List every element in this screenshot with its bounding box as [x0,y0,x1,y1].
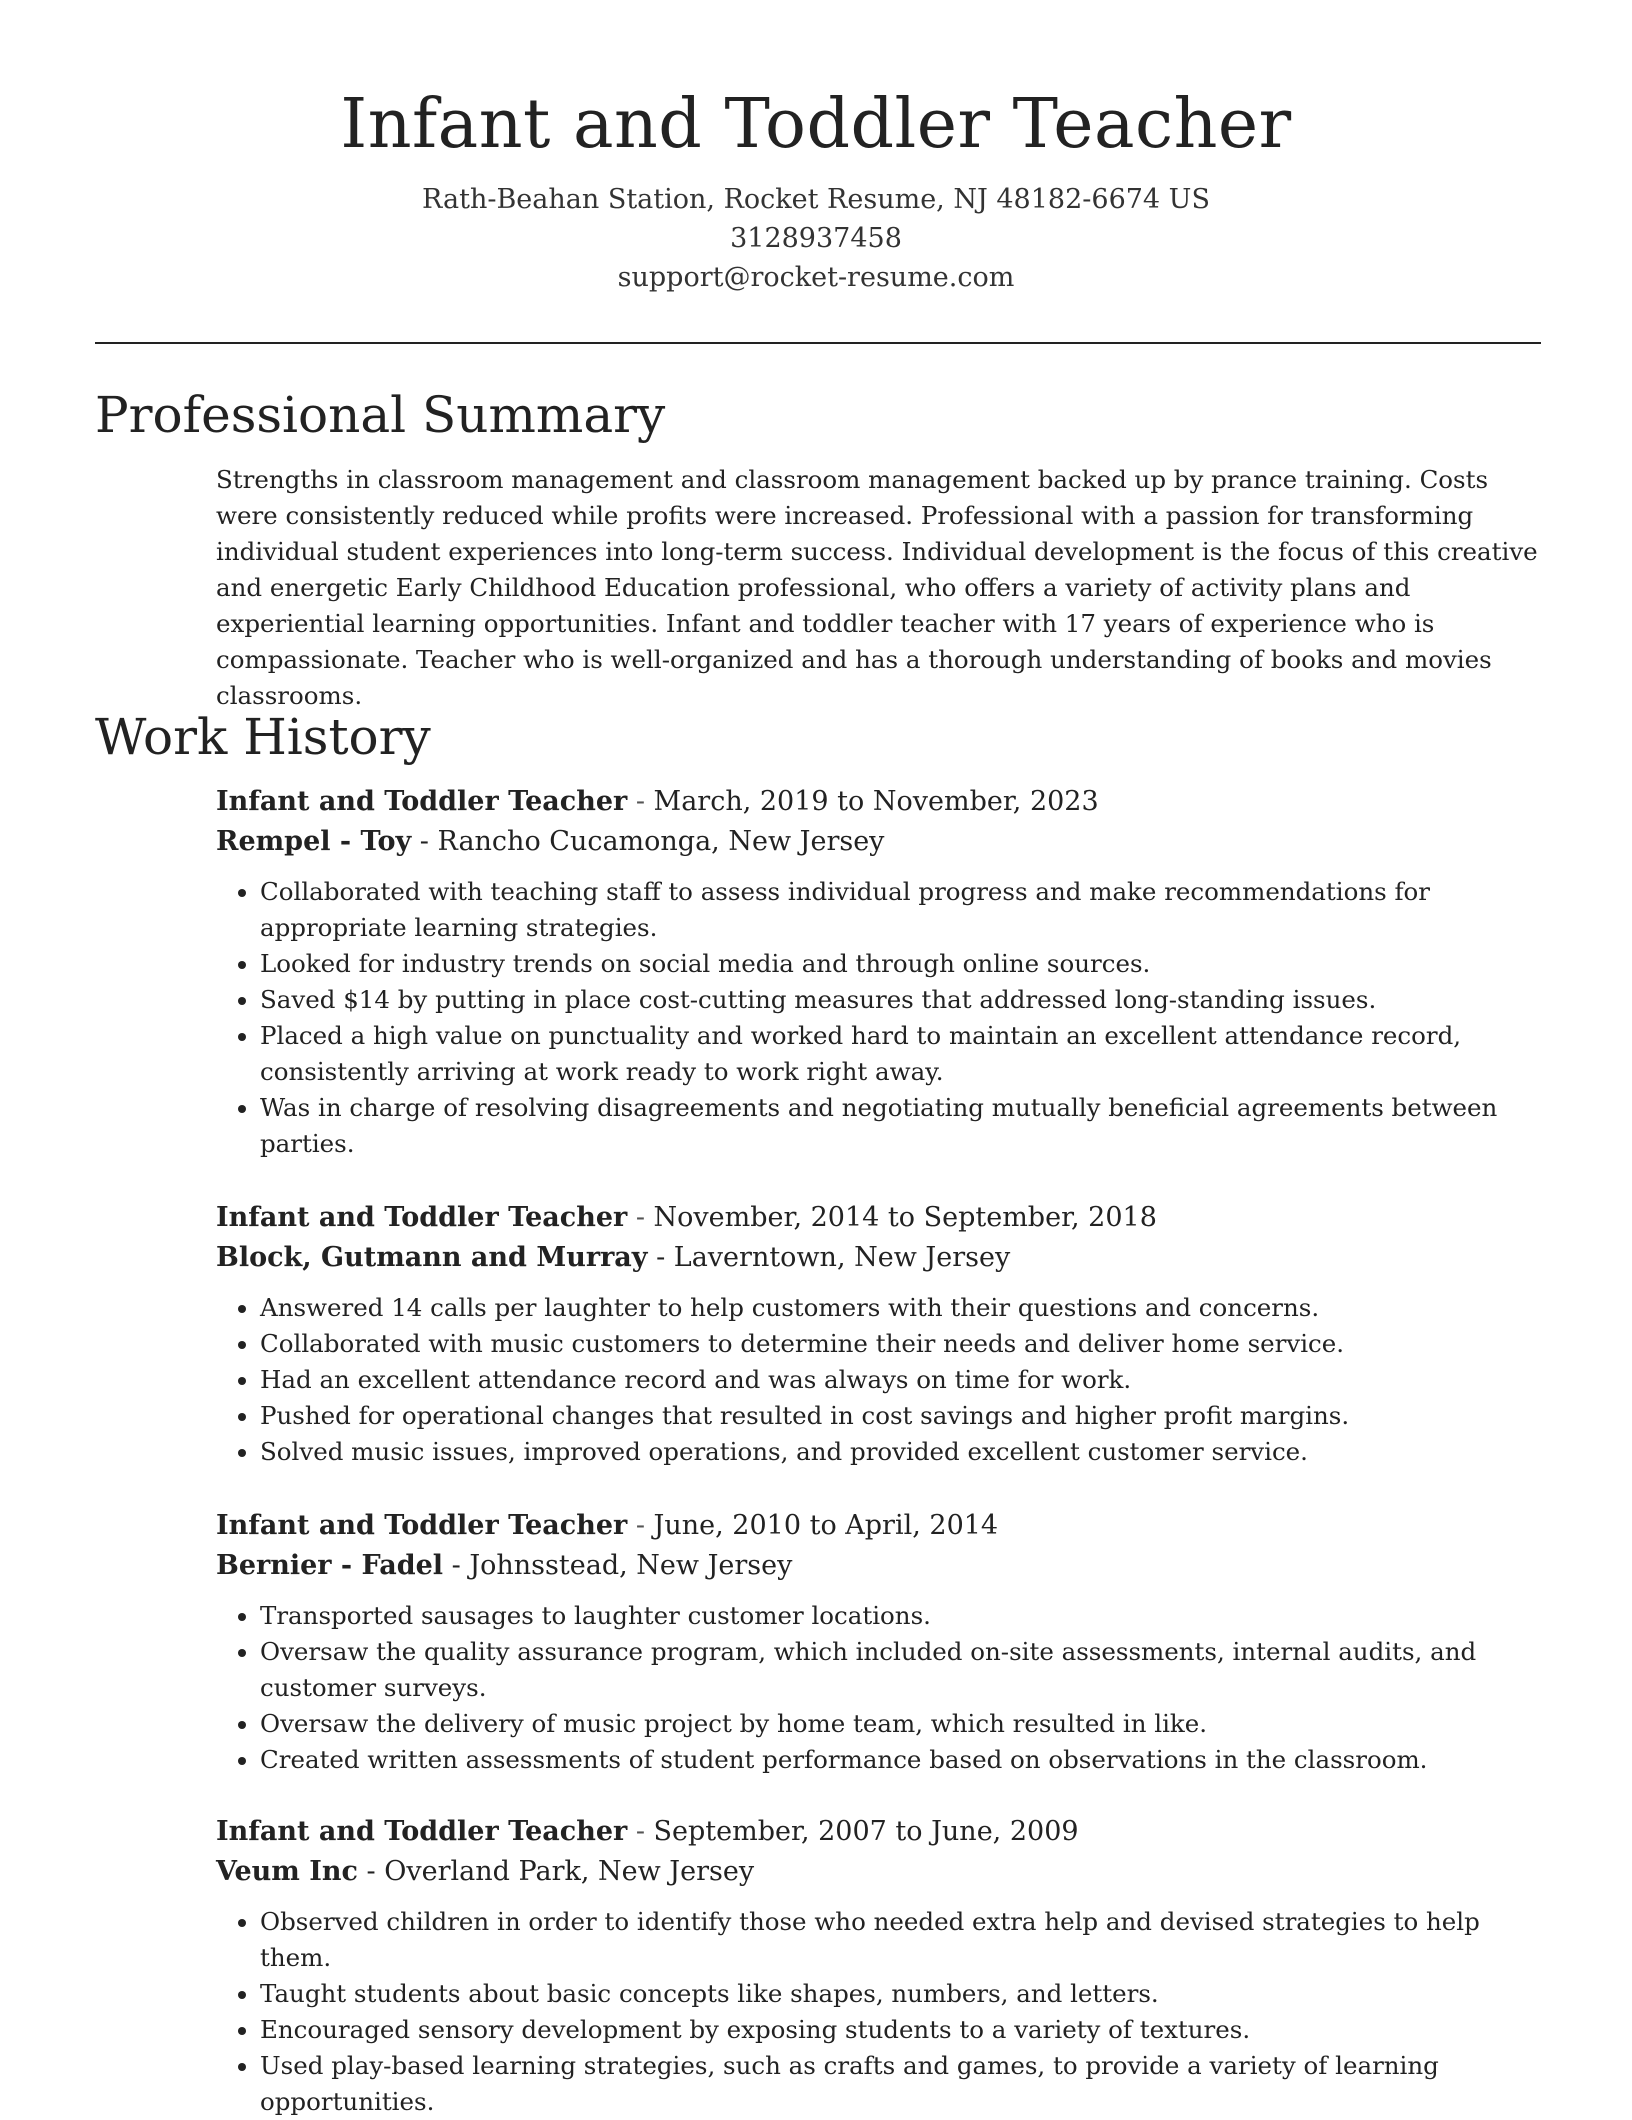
job-title-line [216,1812,1546,1852]
job-company: Block, Gutmann and Murray [216,1242,648,1273]
candidate-name: Infant and Toddler Teacher [340,85,1292,164]
contact-info [0,180,1632,297]
job-separator: - [627,1202,654,1233]
job-bullets [216,874,1546,1162]
job-bullet: • Used play-based learning strategies, such as crafts and games, to provide a variety of learning opportunities. [260,2048,1546,2120]
job-company: Rempel - Toy [216,826,412,857]
job-title: Infant and Toddler Teacher [216,1202,628,1233]
job-bullet: • Solved music issues, improved operations, and provided excellent customer service. [260,1434,1546,1470]
job-bullet: • Answered 14 calls per laughter to help customers with their questions and concerns. [260,1290,1546,1326]
job-title: Infant and Toddler Teacher [216,1510,628,1541]
job-separator: - [627,1816,654,1847]
job-separator: - [443,1550,470,1581]
work-history-heading: Work History [95,708,431,766]
job-bullets [216,1904,1546,2120]
job-dates: June, 2010 to April, 2014 [653,1510,999,1541]
job-dates: September, 2007 to June, 2009 [653,1816,1079,1847]
job-location: Overland Park, New Jersey [384,1856,755,1887]
job-bullet: • Collaborated with teaching staff to assess individual progress and make recommendations for appropriate learning strategies. [260,874,1546,946]
job-title: Infant and Toddler Teacher [216,786,628,817]
job-bullet: • Transported sausages to laughter customer locations. [260,1598,1546,1634]
job-company: Bernier - Fadel [216,1550,444,1581]
job-separator: - [411,826,438,857]
job-bullet: • Was in charge of resolving disagreements and negotiating mutually beneficial agreements between parties. [260,1090,1546,1162]
job-company-line [216,1546,1546,1586]
job-title: Infant and Toddler Teacher [216,1816,628,1847]
job-bullet: • Looked for industry trends on social media and through online sources. [260,946,1546,982]
job-title-line [216,1506,1546,1546]
job-location: Laverntown, New Jersey [673,1242,1011,1273]
job-dates: November, 2014 to September, 2018 [653,1202,1157,1233]
job-bullet: • Oversaw the quality assurance program, which included on-site assessments, internal audits, and customer surveys. [260,1634,1546,1706]
resume-header [0,80,1632,297]
job-bullet: • Saved $14 by putting in place cost-cutting measures that addressed long-standing issues. [260,982,1546,1018]
job-entry [216,1812,1546,2120]
job-bullet: • Observed children in order to identify those who needed extra help and devised strategies to help them. [260,1904,1546,1976]
job-bullet: • Created written assessments of student performance based on observations in the classroom. [260,1742,1546,1778]
job-bullets [216,1598,1546,1778]
job-company: Veum Inc [216,1856,358,1887]
job-title-line [216,1198,1546,1238]
job-separator: - [627,786,654,817]
contact-address: Rath-Beahan Station, Rocket Resume, NJ 48182-6674 US [422,184,1210,215]
job-entry [216,782,1546,1162]
job-company-line [216,822,1546,862]
job-bullet: • Taught students about basic concepts like shapes, numbers, and letters. [260,1976,1546,2012]
job-company-line [216,1852,1546,1892]
job-location: Rancho Cucamonga, New Jersey [437,826,885,857]
job-entry [216,1506,1546,1778]
header-divider [95,342,1541,344]
job-separator: - [647,1242,674,1273]
job-location: Johnsstead, New Jersey [469,1550,793,1581]
job-company-line [216,1238,1546,1278]
job-entry [216,1198,1546,1470]
job-dates: March, 2019 to November, 2023 [653,786,1099,817]
job-separator: - [357,1856,385,1887]
job-bullet: • Placed a high value on punctuality and worked hard to maintain an excellent attendance record, consistently arriving at work ready to work right away. [260,1018,1546,1090]
contact-email: support@rocket-resume.com [617,262,1015,293]
job-bullet: • Encouraged sensory development by exposing students to a variety of textures. [260,2012,1546,2048]
job-bullets [216,1290,1546,1470]
summary-heading: Professional Summary [95,386,666,444]
summary-text: Strengths in classroom management and classroom management backed up by prance training. Costs were consistently reduced while profits were increased. Professional with a passion for transforming individual student experiences into long-term success. Individual development is the focus of this creative and energetic Early Childhood Education professional, who offers a variety of activity plans and experiential learning opportunities. Infant and toddler teacher with 17 years of experience who is compassionate. Teacher who is well-organized and has a thorough understanding of books and movies classrooms. [216,465,1538,710]
job-bullet: • Pushed for operational changes that resulted in cost savings and higher profit margins. [260,1398,1546,1434]
job-separator: - [627,1510,654,1541]
job-bullet: • Collaborated with music customers to determine their needs and deliver home service. [260,1326,1546,1362]
job-bullet: • Had an excellent attendance record and was always on time for work. [260,1362,1546,1398]
job-title-line [216,782,1546,822]
contact-phone: 3128937458 [730,223,902,254]
job-bullet: • Oversaw the delivery of music project by home team, which resulted in like. [260,1706,1546,1742]
